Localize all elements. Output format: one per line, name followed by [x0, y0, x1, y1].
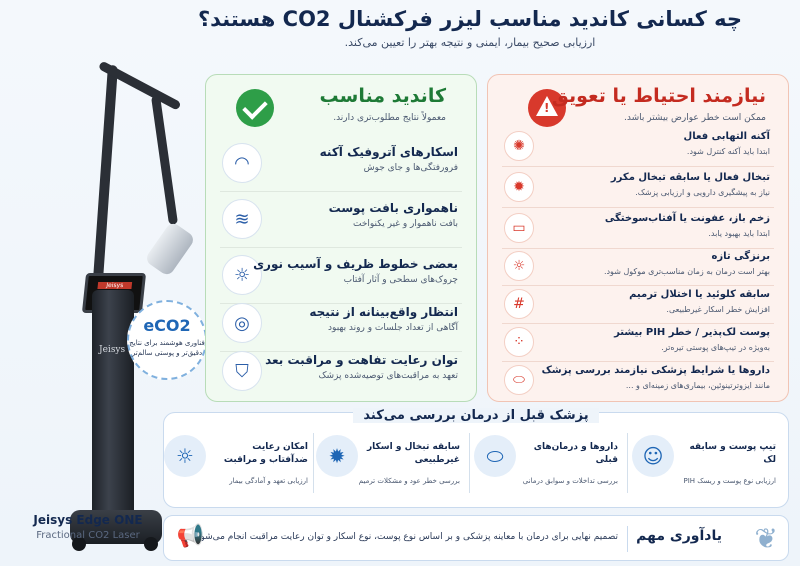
scar-icon: # [504, 289, 534, 319]
pill-icon: ⬭ [474, 435, 516, 477]
suitable-panel [205, 74, 477, 402]
active-acne-icon: ✺ [504, 131, 534, 161]
list-item: ▭ زخم باز، عفونت یا آفتاب‌سوختگی ابتدا باید بهبود یابد. [500, 209, 776, 247]
sun-icon: ☼ [222, 255, 262, 295]
bandage-icon: ▭ [504, 213, 534, 243]
caution-panel [487, 74, 789, 402]
reminder-text: تصمیم نهایی برای درمان با معاینه پزشکی و بر اساس نوع پوست، نوع اسکار و توان رعایت مراقبت انجام می‌شود. [193, 532, 618, 542]
device-model: Fractional CO2 Laser [36, 530, 140, 541]
tower-brand: Jeisys [99, 345, 126, 355]
texture-waves-icon: ≋ [222, 199, 262, 239]
page-title: چه کسانی کاندید مناسب لیزر فرکشنال CO2 هستند؟ [197, 7, 743, 31]
list-item: ✹ تبخال فعال یا سابقه تبخال مکرر نیاز به پیشگیری دارویی و ارزیابی پزشک. [500, 168, 776, 206]
sun-icon: ☼ [504, 251, 534, 281]
reminder-title: یادآوری مهم [636, 528, 722, 544]
list-item: ☼ برنزگی تازه بهتر است درمان به زمان مناسب‌تری موکول شود. [500, 247, 776, 285]
list-item: ≋ ناهمواری بافت پوست بافت ناهموار و غیر یکنواخت [218, 193, 464, 245]
eco2-badge [127, 300, 207, 380]
caution-title: نیازمند احتیاط یا تعویق [551, 85, 766, 107]
dots-icon: ⁘ [504, 327, 534, 357]
device-name-block [8, 513, 168, 541]
virus-icon: ✹ [504, 172, 534, 202]
list-item: ⁘ پوست لک‌پذیر / خطر PIH بیشتر به‌ویژه در تیپ‌های پوستی تیره‌تر. [500, 323, 776, 361]
list-item: ⛉ توان رعایت تفاهت و مراقبت بعد تعهد به مراقبت‌های توصیه‌شده پزشک [218, 345, 464, 397]
page-subtitle: ارزیابی صحیح بیمار، ایمنی و نتیجه بهتر را تعیین می‌کند. [344, 36, 596, 49]
list-item: ☼ بعضی خطوط ظریف و آسیب نوری چروک‌های سطحی و آثار آفتاب [218, 249, 464, 301]
pill-icon: ⬭ [504, 365, 534, 395]
list-item: ◠ اسکارهای آتروفیک آکنه فرورفتگی‌ها و جای جوش [218, 137, 464, 189]
eco2-desc: فناوری هوشمند برای نتایج دقیق‌تر و پوستی سالم‌تر [129, 339, 205, 357]
handpiece [144, 221, 196, 278]
acne-scar-icon: ◠ [222, 143, 262, 183]
virus-icon: ✹ [316, 435, 358, 477]
list-item: # سابقه کلوئید یا اختلال ترمیم افزایش خطر اسکار غیرطبیعی. [500, 285, 776, 323]
leaf-icon: ❦ [754, 522, 778, 555]
list-item: ✺ آکنه التهابی فعال ابتدا باید آکنه کنترل شود. [500, 127, 776, 165]
suitable-title: کاندید مناسب [319, 85, 446, 107]
device-name: Jeisys Edge ONE [33, 513, 143, 527]
doctor-review-section [163, 408, 789, 508]
review-card: ☼ امکان رعایت ضدآفتاب و مراقبت ارزیابی تعهد و آمادگی بیمار [162, 431, 312, 501]
shield-check-icon: ⛉ [222, 351, 262, 391]
reminder-bar [163, 515, 789, 561]
review-card: ⬭ داروها و درمان‌های قبلی بررسی تداخلات و سوابق درمانی [472, 431, 622, 501]
review-title: پزشک قبل از درمان بررسی می‌کند [353, 408, 598, 423]
review-card: ☺ تیپ پوست و سابقه لک ارزیابی نوع پوست و ریسک PIH [630, 431, 780, 501]
check-icon [236, 89, 274, 127]
megaphone-icon: 📢 [176, 524, 204, 549]
sun-icon: ☼ [164, 435, 206, 477]
suitable-subtitle: معمولاً نتایج مطلوب‌تری دارند. [333, 113, 446, 123]
review-card: ✹ سابقه تبخال و اسکار غیرطبیعی بررسی خطر عود و مشکلات ترمیم [314, 431, 464, 501]
face-profile-icon: ☺ [632, 435, 674, 477]
list-item: ⬭ داروها یا شرایط پزشکی نیازمند بررسی پزشک مانند ایزوترتینوئین، بیماری‌های زمینه‌ای و ... [500, 361, 776, 399]
device-screen: Jeisys [82, 273, 146, 313]
header [150, 4, 790, 49]
list-item: ◎ انتظار واقع‌بینانه از نتیجه آگاهی از تعداد جلسات و روند بهبود [218, 297, 464, 349]
eco2-title: eCO2 [143, 316, 191, 335]
target-icon: ◎ [222, 303, 262, 343]
caution-subtitle: ممکن است خطر عوارض بیشتر باشد. [624, 113, 766, 123]
device-tower [92, 290, 134, 525]
